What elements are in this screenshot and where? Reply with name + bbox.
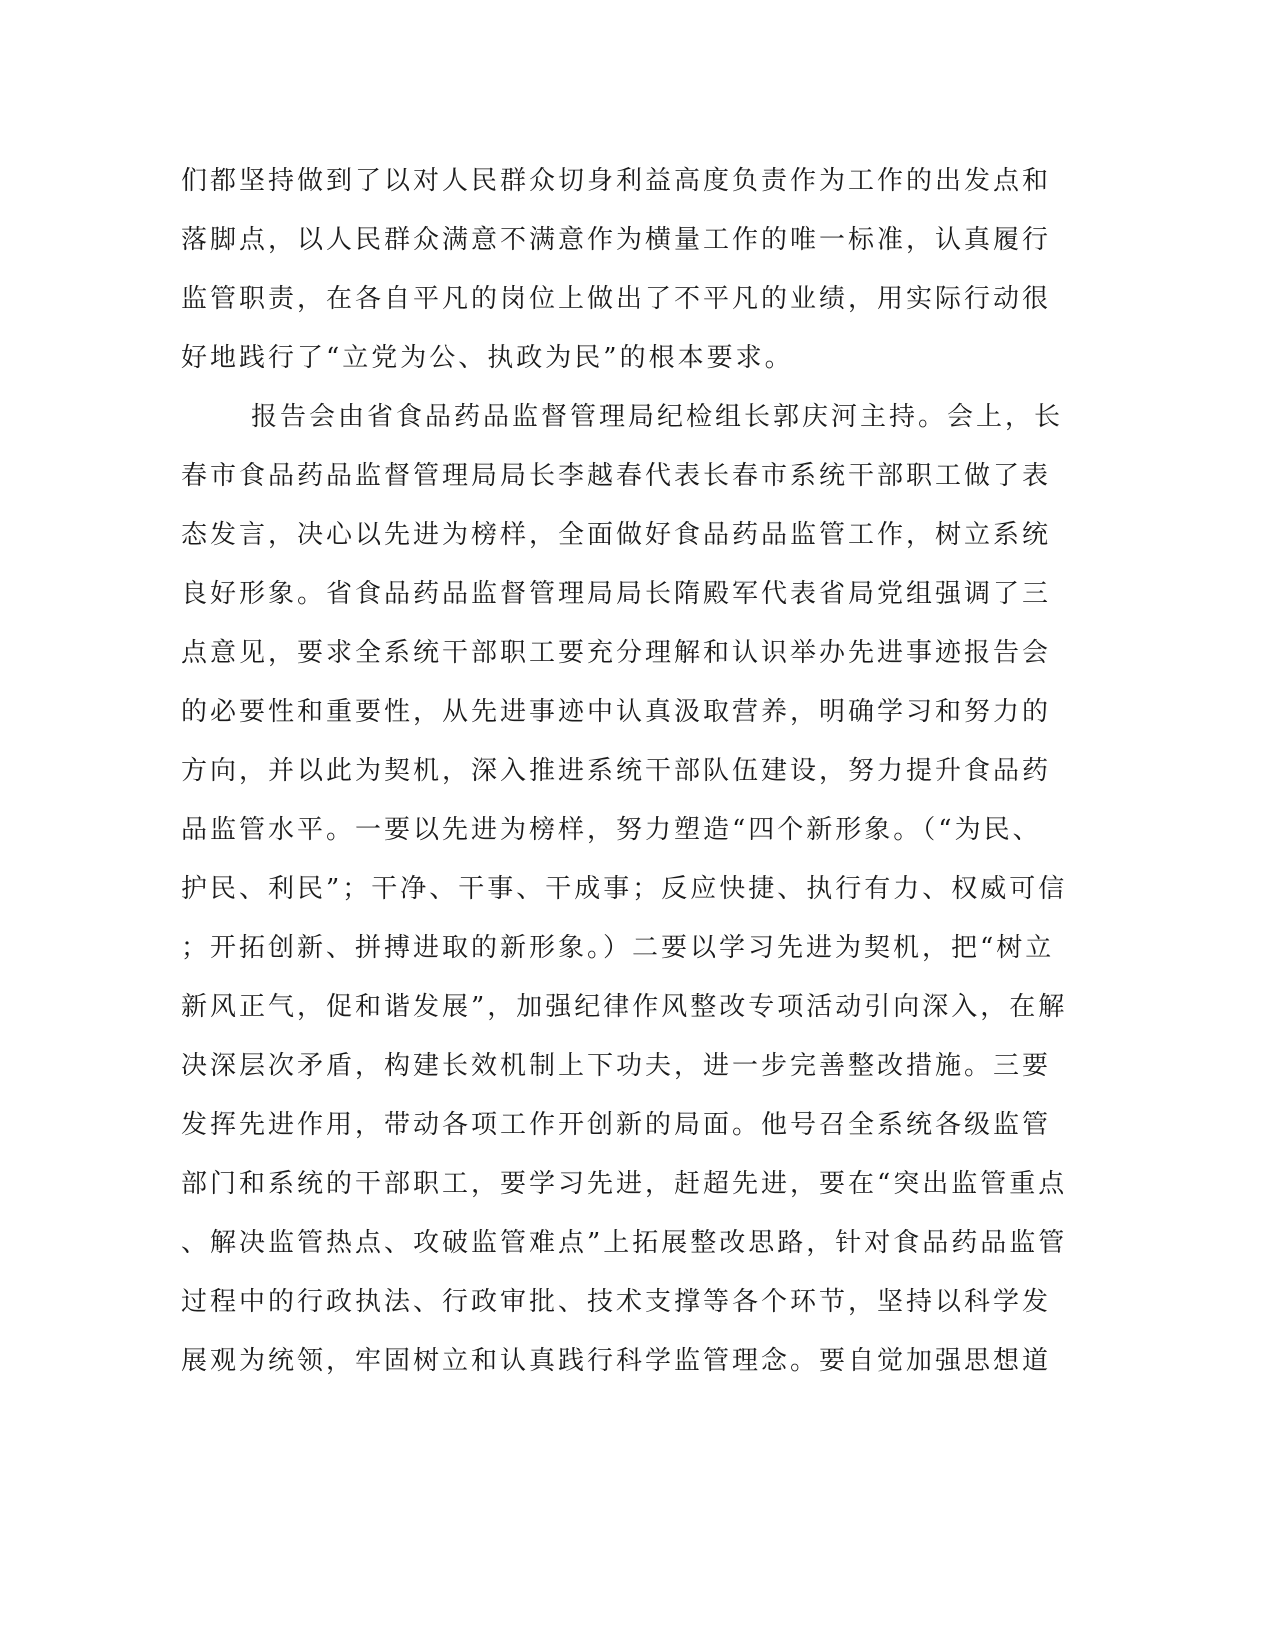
body-text [181, 152, 1068, 1391]
text-line: 展观为统领，牢固树立和认真践行科学监管理念。要自觉加强思想道 [181, 1346, 1052, 1376]
text-line: 护民、利民”；干净、干事、干成事；反应快捷、执行有力、权威可信 [181, 874, 1068, 904]
text-line: 新风正气，促和谐发展”，加强纪律作风整改专项活动引向深入，在解 [181, 992, 1068, 1022]
text-line: 过程中的行政执法、行政审批、技术支撑等各个环节，坚持以科学发 [181, 1287, 1052, 1317]
text-line: 部门和系统的干部职工，要学习先进，赶超先进，要在“突出监管重点 [181, 1169, 1068, 1199]
text-line: 好地践行了“立党为公、执政为民”的根本要求。 [181, 343, 794, 373]
text-line: 方向，并以此为契机，深入推进系统干部队伍建设，努力提升食品药 [181, 756, 1052, 786]
text-line: 品监管水平。一要以先进为榜样，努力塑造“四个新形象。（“为民、 [181, 815, 1042, 845]
text-line: 春市食品药品监督管理局局长李越春代表长春市系统干部职工做了表 [181, 461, 1052, 491]
text-line: 、解决监管热点、攻破监管难点”上拓展整改思路，针对食品药品监管 [181, 1228, 1068, 1258]
text-line: 监管职责，在各自平凡的岗位上做出了不平凡的业绩，用实际行动很 [181, 284, 1052, 314]
text-line: ；开拓创新、拼搏进取的新形象。）二要以学习先进为契机，把“树立 [181, 933, 1055, 963]
text-line: 决深层次矛盾，构建长效机制上下功夫，进一步完善整改措施。三要 [181, 1051, 1052, 1081]
text-line: 良好形象。省食品药品监督管理局局长隋殿军代表省局党组强调了三 [181, 579, 1052, 609]
text-line: 发挥先进作用，带动各项工作开创新的局面。他号召全系统各级监管 [181, 1110, 1052, 1140]
paragraph-first-line: 报告会由省食品药品监督管理局纪检组长郭庆河主持。会上，长 [251, 402, 1064, 432]
text-line: 态发言，决心以先进为榜样，全面做好食品药品监管工作，树立系统 [181, 520, 1052, 550]
text-line: 落脚点，以人民群众满意不满意作为横量工作的唯一标准，认真履行 [181, 225, 1052, 255]
text-line: 的必要性和重要性，从先进事迹中认真汲取营养，明确学习和努力的 [181, 697, 1052, 727]
text-line: 们都坚持做到了以对人民群众切身利益高度负责作为工作的出发点和 [181, 166, 1052, 196]
text-line: 点意见，要求全系统干部职工要充分理解和认识举办先进事迹报告会 [181, 638, 1052, 668]
